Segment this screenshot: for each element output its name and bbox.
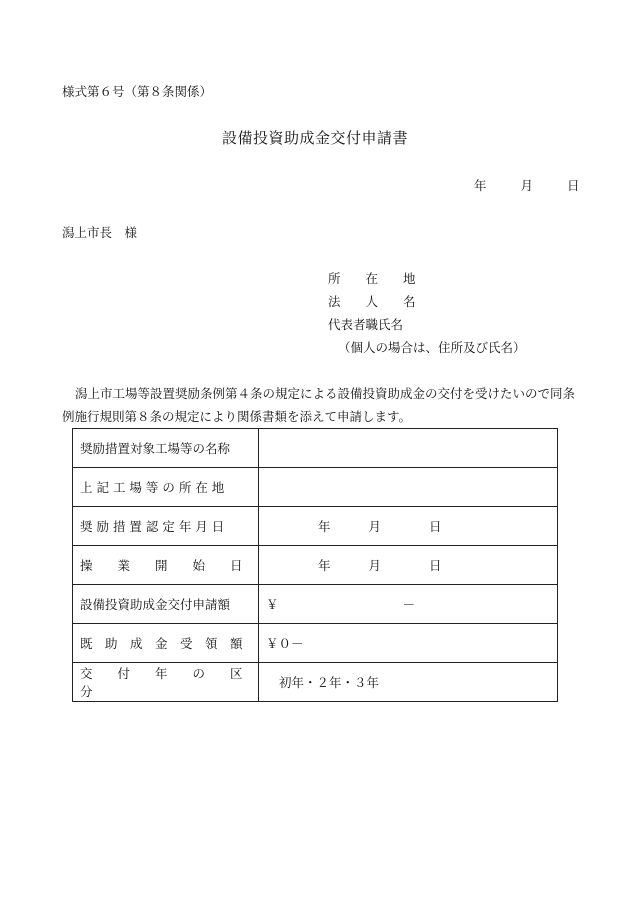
row-value-operation-start[interactable] — [259, 546, 558, 585]
application-table — [72, 428, 558, 702]
document-title: 設備投資助成金交付申請書 — [221, 129, 408, 147]
row-label-grant-year: 交 付 年 の 区 分 — [73, 663, 259, 702]
year-label: 年 — [318, 519, 331, 534]
row-label-facility-location: 上 記 工 場 等 の 所 在 地 — [73, 468, 259, 507]
applicant-representative-label: 代表者職氏名 — [328, 317, 404, 332]
month-label: 月 — [368, 558, 382, 573]
amount-suffix: － — [402, 597, 416, 612]
day-label: 日 — [567, 178, 580, 193]
month-label: 月 — [520, 178, 534, 193]
row-value-requested-amount[interactable] — [259, 585, 558, 624]
row-value-facility-name[interactable] — [259, 429, 558, 468]
year-label: 年 — [474, 178, 487, 193]
form-number: 様式第６号（第８条関係） — [62, 84, 213, 99]
day-label: 日 — [429, 519, 442, 534]
date-line — [474, 176, 580, 194]
applicant-location-label: 所 在 地 — [328, 271, 416, 286]
table-row — [73, 507, 558, 546]
row-label-facility-name: 奨励措置対象工場等の名称 — [73, 429, 259, 468]
month-label: 月 — [368, 519, 382, 534]
row-label-certification-date: 奨 励 措 置 認 定 年 月 日 — [73, 507, 259, 546]
row-value-certification-date[interactable] — [259, 507, 558, 546]
table-row — [73, 585, 558, 624]
table-row — [73, 624, 558, 663]
row-value-received-amount[interactable]: ￥０－ — [259, 624, 558, 663]
table-row — [73, 468, 558, 507]
day-label: 日 — [429, 558, 442, 573]
table-row — [73, 429, 558, 468]
row-value-grant-year[interactable]: 初年・２年・３年 — [259, 663, 558, 702]
row-label-received-amount: 既 助 成 金 受 領 額 — [73, 624, 259, 663]
applicant-individual-note: （個人の場合は、住所及び氏名） — [338, 340, 526, 355]
applicant-corp-name-label: 法 人 名 — [328, 294, 416, 309]
applicant-block — [328, 267, 526, 359]
table-row — [73, 663, 558, 702]
body-text: 潟上市工場等設置奨励条例第４条の規定による設備投資助成金の交付を受けたいので同条例施行規則第８条の規定により関係書類を添えて申請します。 — [62, 386, 576, 424]
row-label-operation-start: 操 業 開 始 日 — [73, 546, 259, 585]
table-row — [73, 546, 558, 585]
yen-sign: ￥ — [266, 597, 279, 612]
row-value-facility-location[interactable] — [259, 468, 558, 507]
year-label: 年 — [318, 558, 331, 573]
addressee: 潟上市長 様 — [62, 225, 138, 240]
row-label-requested-amount: 設備投資助成金交付申請額 — [73, 585, 259, 624]
